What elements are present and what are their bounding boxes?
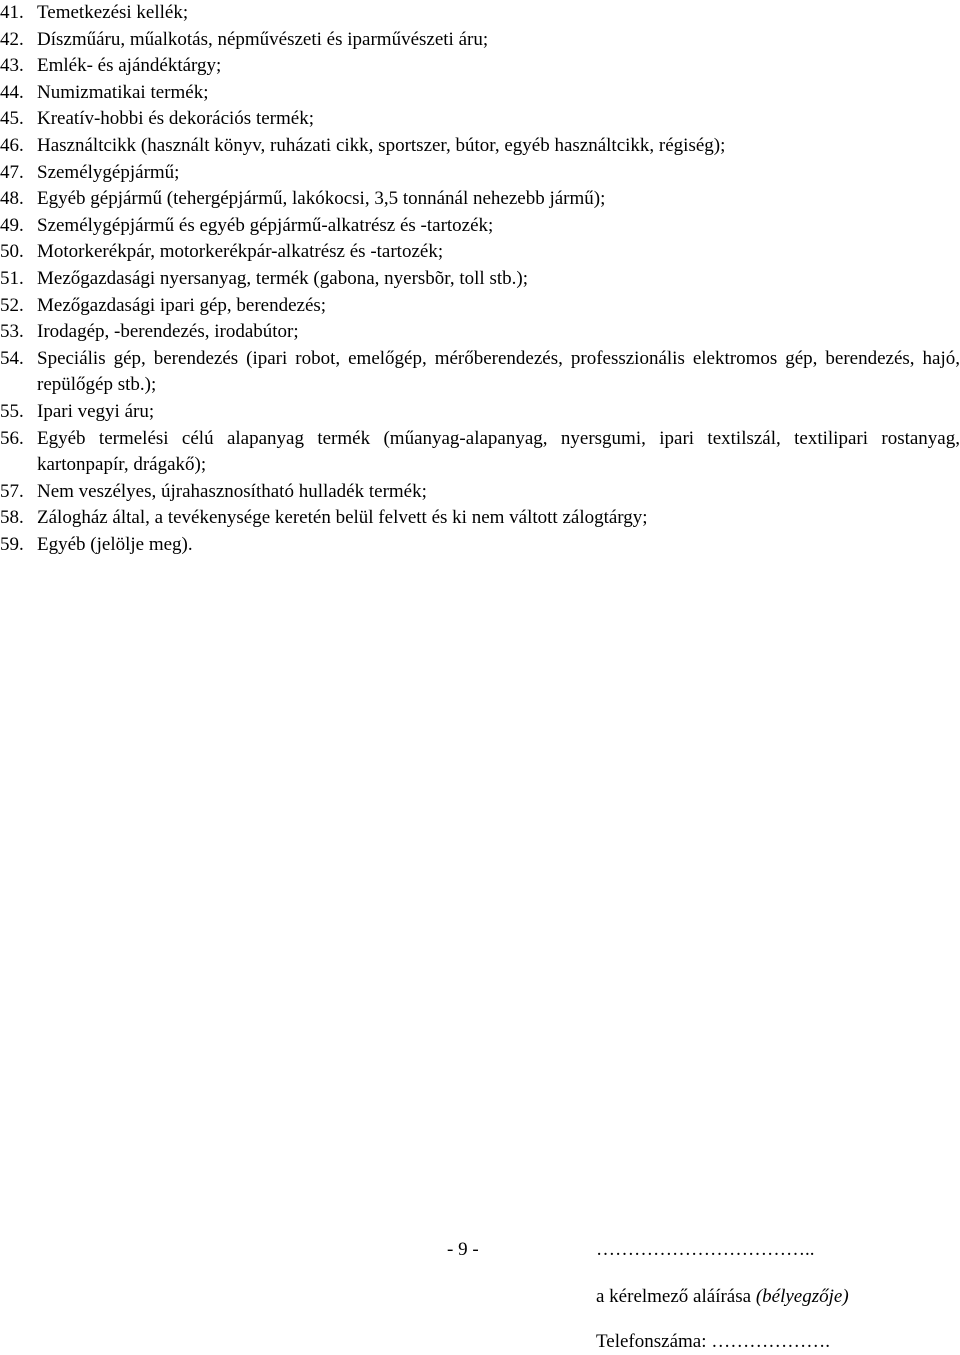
page-number: - 9 - xyxy=(447,1239,479,1260)
signature-line: …………………………….. xyxy=(596,1239,815,1260)
list-item-text: Használtcikk (használt könyv, ruházati cikk, sportszer, bútor, egyéb használtcikk, régiség); xyxy=(37,134,726,156)
category-list xyxy=(0,0,960,558)
list-item xyxy=(0,213,960,240)
signature-caption xyxy=(596,1284,849,1310)
list-item-number: 48. xyxy=(0,188,24,210)
list-item xyxy=(0,133,960,160)
list-item-number: 56. xyxy=(0,427,24,449)
list-item xyxy=(0,266,960,293)
list-item-number: 50. xyxy=(0,241,24,263)
list-item-number: 52. xyxy=(0,294,24,316)
list-item-number: 59. xyxy=(0,533,24,555)
list-item-text: Mezőgazdasági ipari gép, berendezés; xyxy=(37,294,327,316)
list-item-text: Irodagép, -berendezés, irodabútor; xyxy=(37,321,299,343)
list-item-number: 57. xyxy=(0,480,24,502)
list-item-number: 54. xyxy=(0,347,24,369)
list-item-number: 42. xyxy=(0,28,24,50)
list-item-text: Numizmatikai termék; xyxy=(37,81,209,103)
list-item xyxy=(0,346,960,399)
list-item-number: 49. xyxy=(0,214,24,236)
list-item-text: Személygépjármű; xyxy=(37,161,180,183)
list-item-text: Egyéb termelési célú alapanyag termék (műanyag-alapanyag, nyersgumi, ipari textilszál, textilipari rostanyag, kartonpapír, drágakő); xyxy=(37,427,960,476)
list-item xyxy=(0,0,960,27)
list-item-number: 44. xyxy=(0,81,24,103)
phone-field xyxy=(596,1329,830,1355)
list-item xyxy=(0,160,960,187)
phone-value-line: ………………. xyxy=(711,1331,831,1352)
list-item-text: Zálogház által, a tevékenysége keretén belül felvett és ki nem váltott zálogtárgy; xyxy=(37,507,648,529)
list-item-text: Nem veszélyes, újrahasznosítható hulladék termék; xyxy=(37,480,427,502)
list-item-text: Ipari vegyi áru; xyxy=(37,400,155,422)
stamp-label: (bélyegzője) xyxy=(755,1286,849,1307)
list-item xyxy=(0,239,960,266)
list-item-text: Motorkerékpár, motorkerékpár-alkatrész és -tartozék; xyxy=(37,241,444,263)
list-item-number: 46. xyxy=(0,134,24,156)
list-item xyxy=(0,106,960,133)
list-item xyxy=(0,53,960,80)
list-item xyxy=(0,426,960,479)
list-item xyxy=(0,399,960,426)
list-item-text: Díszműáru, műalkotás, népművészeti és iparművészeti áru; xyxy=(37,28,489,50)
list-item-text: Személygépjármű és egyéb gépjármű-alkatrész és -tartozék; xyxy=(37,214,494,236)
list-item-number: 43. xyxy=(0,55,24,77)
list-item xyxy=(0,80,960,107)
list-item-text: Egyéb gépjármű (tehergépjármű, lakókocsi, 3,5 tonnánál nehezebb jármű); xyxy=(37,188,606,210)
list-item-number: 58. xyxy=(0,507,24,529)
list-item-number: 45. xyxy=(0,108,24,130)
list-item-number: 51. xyxy=(0,267,24,289)
list-item xyxy=(0,293,960,320)
list-item xyxy=(0,505,960,532)
list-item-text: Emlék- és ajándéktárgy; xyxy=(37,55,222,77)
phone-label: Telefonszáma: xyxy=(596,1331,707,1352)
list-item xyxy=(0,319,960,346)
list-item xyxy=(0,479,960,506)
signature-label: a kérelmező aláírása xyxy=(596,1286,752,1307)
list-item-text: Mezőgazdasági nyersanyag, termék (gabona, nyersbõr, toll stb.); xyxy=(37,267,528,289)
list-item-number: 47. xyxy=(0,161,24,183)
list-item-text: Speciális gép, berendezés (ipari robot, emelőgép, mérőberendezés, professzionális elektromos gép, berendezés, hajó, repülőgép stb.); xyxy=(37,347,960,396)
list-item xyxy=(0,186,960,213)
list-item-number: 53. xyxy=(0,321,24,343)
list-item xyxy=(0,532,960,559)
list-item-number: 55. xyxy=(0,400,24,422)
list-item-text: Kreatív-hobbi és dekorációs termék; xyxy=(37,108,314,130)
list-item xyxy=(0,27,960,54)
list-item-text: Temetkezési kellék; xyxy=(37,2,189,23)
list-item-number: 41. xyxy=(0,2,24,23)
list-item-text: Egyéb (jelölje meg). xyxy=(37,533,193,555)
